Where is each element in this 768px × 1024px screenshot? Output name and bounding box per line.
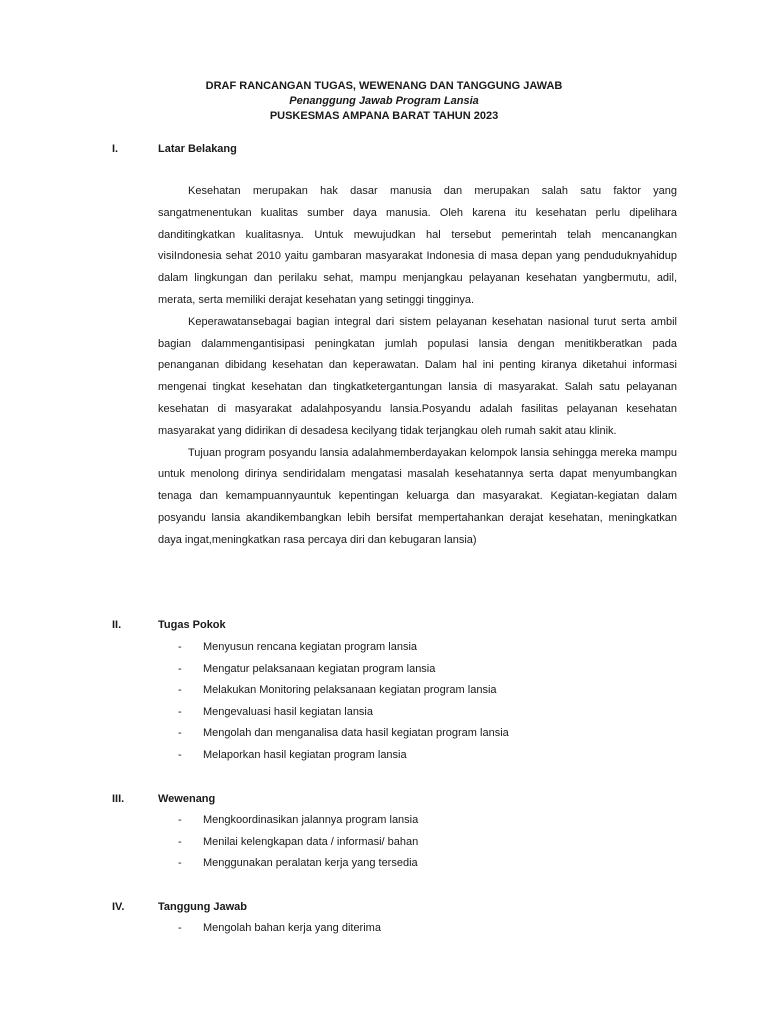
list-item-text: Menilai kelengkapan data / informasi/ bahan xyxy=(203,835,419,848)
dash-bullet: - xyxy=(178,641,182,653)
list-item-text: Mengkoordinasikan jalannya program lansia xyxy=(203,814,419,826)
paragraph: Keperawatansebagai bagian integral dari sistem pelayanan kesehatan nasional turut serta ambil bagian dalammengantisipasi peningkatan jumlah populasi lansia dengan menitikberatkan pada penanganan dibidang kesehatan dan keperawatan. Dalam hal ini penting kiranya diketahui informasi mengenai tingkat kesehatan dan tingkatketergantungan lansia di masyarakat. Salah satu pelayanan kesehatan di masyarakat adalahposyandu lansia.Posyandu adalah fasilitas pelayanan kesehatan masyarakat yang didirikan di desadesa kecilyang tidak terjangkau oleh rumah sakit atau klinik. xyxy=(158,315,677,437)
list-item xyxy=(178,918,381,940)
section-body-latar-belakang xyxy=(158,181,677,552)
list-item-text: Melaporkan hasil kegiatan program lansia xyxy=(203,748,407,761)
section-title-wewenang: Wewenang xyxy=(158,793,216,805)
dash-bullet: - xyxy=(178,662,182,675)
document-subtitle: Penanggung Jawab Program Lansia xyxy=(289,95,479,107)
section-number-2: II. xyxy=(112,619,122,631)
section-title-tanggung-jawab: Tanggung Jawab xyxy=(158,901,248,913)
paragraph: Kesehatan merupakan hak dasar manusia dan merupakan salah satu faktor yang sangatmenentukan kualitas sumber daya manusia. Oleh karena itu kesehatan perlu dipelihara danditingkatkan kualitasnya. Untuk mewujudkan hal tersebut pemerintah telah mencanangkan visiIndonesia sehat 2010 yaitu gambaran masyarakat Indonesia di masa depan yang penduduknyahidup dalam lingkungan dan perilaku sehat, mampu menjangkau pelayanan kesehatan yangbermutu, adil, merata, serta memiliki derajat kesehatan yang setinggi tingginya. xyxy=(158,185,677,306)
dash-bullet: - xyxy=(178,727,182,740)
document-title: DRAF RANCANGAN TUGAS, WEWENANG DAN TANGGUNG JAWAB xyxy=(205,80,563,92)
list-item xyxy=(178,680,509,702)
section-title-tugas-pokok: Tugas Pokok xyxy=(158,619,226,631)
dash-bullet: - xyxy=(178,748,182,761)
list-item-text: Menggunakan peralatan kerja yang tersedia xyxy=(203,857,418,870)
list-item xyxy=(178,723,509,745)
paragraph: Tujuan program posyandu lansia adalahmemberdayakan kelompok lansia sehingga mereka mampu untuk menolong dirinya sendiridalam mengatasi masalah kesehatannya serta dapat menyumbangkan tenaga dan kemampuannyauntuk kepentingan keluarga dan masyarakat. Kegiatan-kegiatan dalam posyandu lansia akandikembangkan lebih bersifat mempertahankan derajat kesehatan, meningkatkan daya ingat,meningkatkan rasa percaya diri dan kebugaran lansia) xyxy=(158,446,677,546)
dash-bullet: - xyxy=(178,835,182,848)
dash-bullet: - xyxy=(178,814,182,826)
section-number-1: I. xyxy=(112,143,119,155)
dash-bullet: - xyxy=(178,705,182,718)
list-item-text: Mengolah bahan kerja yang diterima xyxy=(203,922,381,934)
list-item-text: Melakukan Monitoring pelaksanaan kegiatan program lansia xyxy=(203,684,497,697)
section-number-4: IV. xyxy=(112,901,125,913)
list-item xyxy=(178,832,418,854)
document-header xyxy=(0,79,768,124)
list-item xyxy=(178,637,509,659)
document-institution: PUSKESMAS AMPANA BARAT TAHUN 2023 xyxy=(269,110,499,122)
list-item-text: Mengatur pelaksanaan kegiatan program lansia xyxy=(203,662,436,675)
section-title-latar-belakang: Latar Belakang xyxy=(158,143,237,155)
list-item-text: Mengevaluasi hasil kegiatan lansia xyxy=(203,705,373,718)
dash-bullet: - xyxy=(178,684,182,697)
tugas-pokok-list xyxy=(178,637,509,767)
tanggung-jawab-list xyxy=(178,918,381,940)
list-item xyxy=(178,853,418,875)
list-item xyxy=(178,659,509,681)
list-item xyxy=(178,702,509,724)
section-number-3: III. xyxy=(112,793,125,805)
list-item xyxy=(178,810,418,832)
list-item-text: Mengolah dan menganalisa data hasil kegiatan program lansia xyxy=(203,727,509,740)
list-item-text: Menyusun rencana kegiatan program lansia xyxy=(203,641,418,653)
list-item xyxy=(178,745,509,767)
dash-bullet: - xyxy=(178,922,182,934)
wewenang-list xyxy=(178,810,418,875)
dash-bullet: - xyxy=(178,857,182,870)
